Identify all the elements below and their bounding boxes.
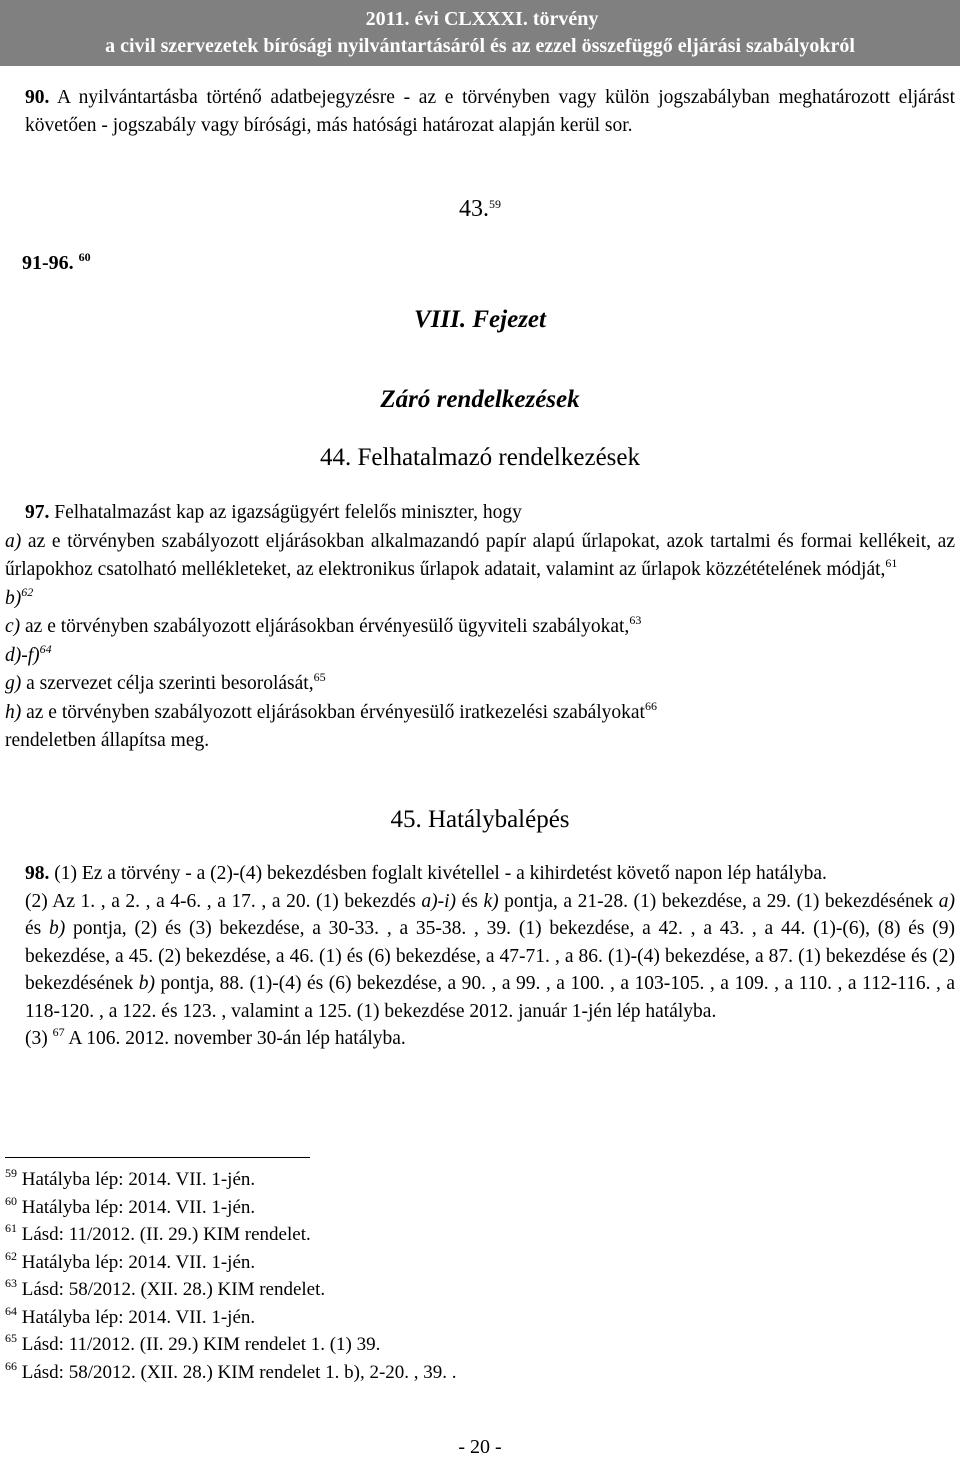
section-90 [5,84,955,140]
paragraph-3 [5,1025,955,1053]
section-heading-44: 44. Felhatalmazó rendelkezések [320,444,640,471]
footnote-number: 60 [5,1193,17,1208]
text: (2) Az 1. , a 2. , a 4-6. , a 17. , a 20. (1) bekezdés [25,890,422,912]
section-97-intro: Felhatalmazást kap az igazságügyért felelős miniszter, hogy [49,502,522,523]
footnote-ref[interactable]: 62 [21,584,34,599]
point-label: d)-f) [5,644,40,666]
law-subtitle: a civil szervezetek bírósági nyilvántartásáról és az ezzel összefüggő eljárási szabályokról [105,35,855,57]
footnote-text: Lásd: 11/2012. (II. 29.) KIM rendelet. [17,1224,311,1245]
footnote [5,1166,905,1194]
footnote-ref[interactable]: 59 [489,197,501,211]
point-label: c) [5,616,21,637]
footnote-text: Hatályba lép: 2014. VII. 1-jén. [17,1169,256,1190]
footnote [5,1221,905,1249]
footnote-text: Lásd: 11/2012. (II. 29.) KIM rendelet 1. (1) 39. [17,1334,381,1355]
section-91-96 [22,252,91,275]
text: b) [49,918,66,939]
footnote [5,1359,905,1387]
point-a [5,528,955,585]
document-header [0,0,960,66]
footnote [5,1249,905,1277]
point-text: az e törvényben szabályozott eljárásokban alkalmazandó papír alapú űrlapokat, azok tartalmi és formai kellékeit, az űrlapokhoz csatolható mellékleteket, az elektronikus űrlapok adatait, valamint az űrlapok közzétételének módját, [5,530,955,580]
point-label: h) [5,701,22,723]
point-d-f [5,642,955,671]
footnote-text: Hatályba lép: 2014. VII. 1-jén. [17,1196,256,1218]
paragraph-2 [5,888,955,1026]
footnote-text: Hatályba lép: 2014. VII. 1-jén. [17,1306,256,1328]
text: b) [138,973,156,994]
text: és [456,890,484,912]
footnote-number: 65 [5,1331,17,1345]
footnote-ref[interactable]: 66 [644,698,657,713]
footnote-divider [5,1157,310,1158]
chapter-number: VIII. Fejezet [414,306,546,333]
chapter-title: Záró rendelkezések [380,386,580,413]
law-title: 2011. évi CLXXXI. törvény [365,8,599,30]
section-97 [5,499,955,756]
subtitle-43 [0,196,960,223]
footnote-ref[interactable]: 64 [39,641,52,656]
section-number: 98. [25,863,50,884]
footnote-number: 63 [5,1276,17,1290]
footnote-text: Lásd: 58/2012. (XII. 28.) KIM rendelet 1. b), 2-20. , 39. . [17,1361,457,1383]
point-c [5,613,955,642]
text: a)-i) [421,890,457,912]
page-number: - 20 - [458,1436,502,1458]
footnote-number: 64 [5,1303,17,1318]
point-g [5,670,955,699]
text: A 106. 2012. november 30-án lép hatályba. [64,1028,406,1049]
footnote-ref[interactable]: 67 [52,1025,65,1039]
point-b [5,585,955,614]
subtitle-43-text: 43. [459,196,489,222]
text: pontja, (2) és (3) bekezdése, a 30-33. , a 35-38. , 39. (1) bekezdése, a 42. , a 43. , a 44. (1)-(6), (8) és (9) bekezdése, a 45. (2) bekezdése, a 46. (1) és (6) bekezdése, a 47-71. , a 86. (1)-(4) bekezdése, a 87. (1) bekezdése és (2) bekezdésének [25,918,956,994]
point-text: a szervezet célja szerinti besorolását, [21,673,314,694]
section-90-text: A nyilvántartásba történő adatbejegyzésre - az e törvényben vagy külön jogszabályban meghatározott eljárást követően - jogszabály vagy bírósági, más hatósági határozat alapján kerül sor. [25,87,955,136]
section-98 [5,860,955,1053]
section-heading-45: 45. Hatálybalépés [390,806,570,833]
point-text: az e törvényben szabályozott eljárásokban érvényesülő ügyviteli szabályokat, [20,616,630,637]
text: és [25,918,50,939]
footnote [5,1194,905,1222]
footnote-number: 61 [5,1221,17,1235]
text: pontja, a 21-28. (1) bekezdése, a 29. (1) bekezdésének [498,890,939,912]
section-number: 90. [25,87,50,108]
footnote-number: 62 [5,1248,17,1263]
section-97-closing: rendeletben állapítsa meg. [5,730,210,751]
text: k) [483,890,499,912]
text: a) [938,890,955,912]
footnotes [5,1166,905,1386]
footnote [5,1276,905,1304]
footnote-ref[interactable]: 65 [313,670,326,684]
footnote-text: Lásd: 58/2012. (XII. 28.) KIM rendelet. [17,1279,326,1300]
point-label: b) [5,587,22,609]
text: (3) [25,1028,53,1049]
footnote-ref[interactable]: 63 [629,613,642,627]
paragraph-1: (1) Ez a törvény - a (2)-(4) bekezdésben foglalt kivétellel - a kihirdetést követő napon lép hatályba. [49,863,827,884]
point-text: az e törvényben szabályozott eljárásokban érvényesülő iratkezelési szabályokat [21,701,645,723]
footnote [5,1304,905,1332]
footnote-ref[interactable]: 61 [885,556,898,570]
footnote-ref[interactable]: 60 [78,250,91,264]
footnote-text: Hatályba lép: 2014. VII. 1-jén. [17,1251,256,1273]
point-label: a) [5,530,22,552]
point-label: g) [5,673,22,694]
text: pontja, 88. (1)-(4) és (6) bekezdése, a 90. , a 99. , a 100. , a 103-105. , a 109. , a 110. , a 112-116. , a 118-120. , a 122. és 123. , valamint a 125. (1) bekezdése 2012. január 1-jén lép hatályba. [25,973,955,1022]
section-number: 97. [25,502,50,523]
footnote-number: 59 [5,1166,17,1180]
footnote [5,1331,905,1359]
point-h [5,699,955,728]
section-number: 91-96. [22,252,79,274]
footnote-number: 66 [5,1358,17,1373]
